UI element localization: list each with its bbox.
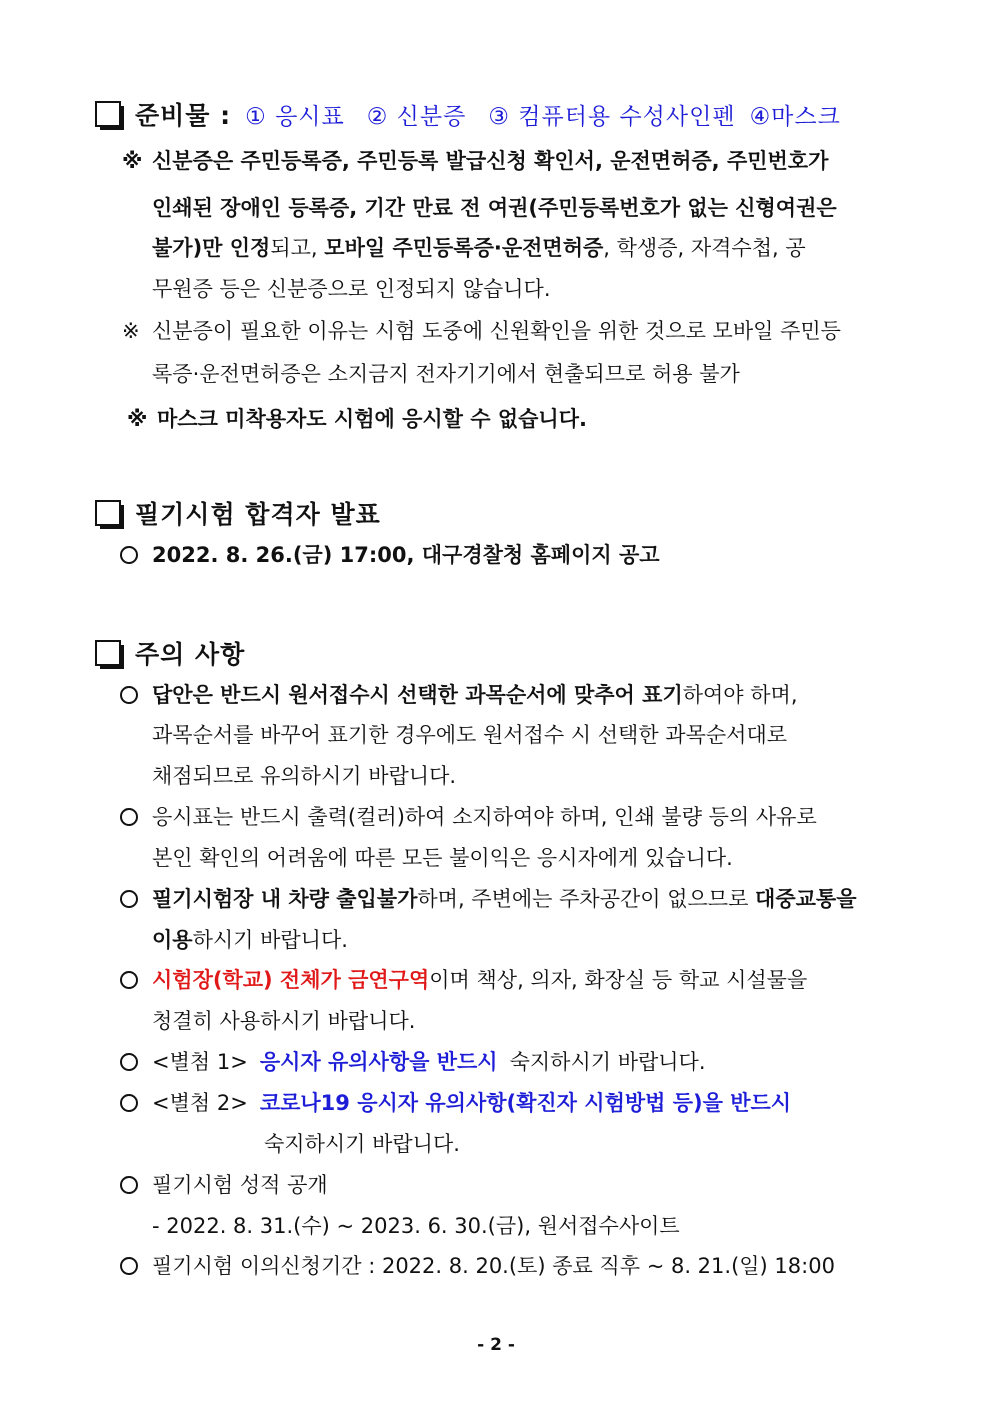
caution6-attachment2-line1: <별첨 2> 코로나19 응시자 유의사항(확진자 시험방법 등)을 반드시 bbox=[152, 1091, 792, 1115]
note2-line1: ※ 신분증이 필요한 이유는 시험 도중에 신원확인을 위한 것으로 모바일 주민등 bbox=[122, 319, 841, 343]
caution1-line3: 채점되므로 유의하시기 바랍니다. bbox=[152, 764, 457, 788]
caution5-attachment1: <별첨 1> 응시자 유의사항을 반드시 숙지하시기 바랍니다. bbox=[152, 1050, 706, 1074]
item-pen: ③ 컴퓨터용 수성사인펜 bbox=[488, 103, 736, 130]
caution3-line1: 필기시험장 내 차량 출입불가하며, 주변에는 주차공간이 없으므로 대중교통을 bbox=[152, 887, 857, 911]
note1-line4: 무원증 등은 신분증으로 인정되지 않습니다. bbox=[152, 277, 551, 301]
note3-mask-warning: ※ 마스크 미착용자도 시험에 응시할 수 없습니다. bbox=[127, 407, 587, 431]
caution7-score-disclosure: 필기시험 성적 공개 bbox=[152, 1173, 328, 1197]
caution7-score-period: - 2022. 8. 31.(수) ~ 2023. 6. 30.(금), 원서접수사이트 bbox=[152, 1214, 680, 1238]
circle-bullet-icon bbox=[120, 1094, 138, 1112]
caution1-line1: 답안은 반드시 원서접수시 선택한 과목순서에 맞추어 표기하여야 하며, bbox=[152, 683, 798, 707]
note1-line3: 불가)만 인정되고, 모바일 주민등록증·운전면허증, 학생증, 자격수첩, 공 bbox=[152, 236, 806, 260]
caution2-line2: 본인 확인의 어려움에 따른 모든 불이익은 응시자에게 있습니다. bbox=[152, 846, 733, 870]
circle-bullet-icon bbox=[120, 890, 138, 908]
checkbox-bullet-icon bbox=[95, 500, 121, 526]
caution2-line1: 응시표는 반드시 출력(컬러)하여 소지하여야 하며, 인쇄 불량 등의 사유로 bbox=[152, 805, 817, 829]
item-id-card: ② 신분증 bbox=[366, 103, 467, 130]
section-preparation-heading bbox=[95, 96, 841, 132]
section-cautions-heading bbox=[95, 635, 245, 671]
caution4-line1: 시험장(학교) 전체가 금연구역이며 책상, 의자, 화장실 등 학교 시설물을 bbox=[152, 968, 808, 992]
note1-line1: ※ 신분증은 주민등록증, 주민등록 발급신청 확인서, 운전면허증, 주민번호가 bbox=[122, 149, 829, 173]
circle-bullet-icon bbox=[120, 1257, 138, 1275]
circle-bullet-icon bbox=[120, 1053, 138, 1071]
circle-bullet-icon bbox=[120, 808, 138, 826]
item-admission-ticket: ① 응시표 bbox=[245, 103, 345, 130]
note1-line2: 인쇄된 장애인 등록증, 기간 만료 전 여권(주민등록번호가 없는 신형여권은 bbox=[152, 196, 837, 220]
results-announcement: 2022. 8. 26.(금) 17:00, 대구경찰청 홈페이지 공고 bbox=[152, 543, 660, 567]
section-title: 필기시험 합격자 발표 bbox=[135, 500, 381, 529]
caution8-objection-period: 필기시험 이의신청기간 : 2022. 8. 20.(토) 종료 직후 ~ 8. 21.(일) 18:00 bbox=[152, 1254, 835, 1278]
circle-bullet-icon bbox=[120, 971, 138, 989]
note2-line2: 록증·운전면허증은 소지금지 전자기기에서 현출되므로 허용 불가 bbox=[152, 362, 740, 386]
caution3-line2: 이용하시기 바랍니다. bbox=[152, 928, 348, 952]
caution6-attachment2-line2: 숙지하시기 바랍니다. bbox=[264, 1132, 460, 1156]
section-title: 주의 사항 bbox=[135, 640, 246, 669]
circle-bullet-icon bbox=[120, 686, 138, 704]
checkbox-bullet-icon bbox=[95, 101, 121, 127]
circle-bullet-icon bbox=[120, 1176, 138, 1194]
caution4-line2: 청결히 사용하시기 바랍니다. bbox=[152, 1009, 416, 1033]
section-results-heading bbox=[95, 495, 381, 531]
circle-bullet-icon bbox=[120, 546, 138, 564]
section-title: 준비물 : bbox=[135, 101, 232, 130]
page-number: - 2 - bbox=[477, 1335, 515, 1355]
checkbox-bullet-icon bbox=[95, 640, 121, 666]
caution1-line2: 과목순서를 바꾸어 표기한 경우에도 원서접수 시 선택한 과목순서대로 bbox=[152, 723, 788, 747]
item-mask: ④마스크 bbox=[749, 103, 841, 130]
